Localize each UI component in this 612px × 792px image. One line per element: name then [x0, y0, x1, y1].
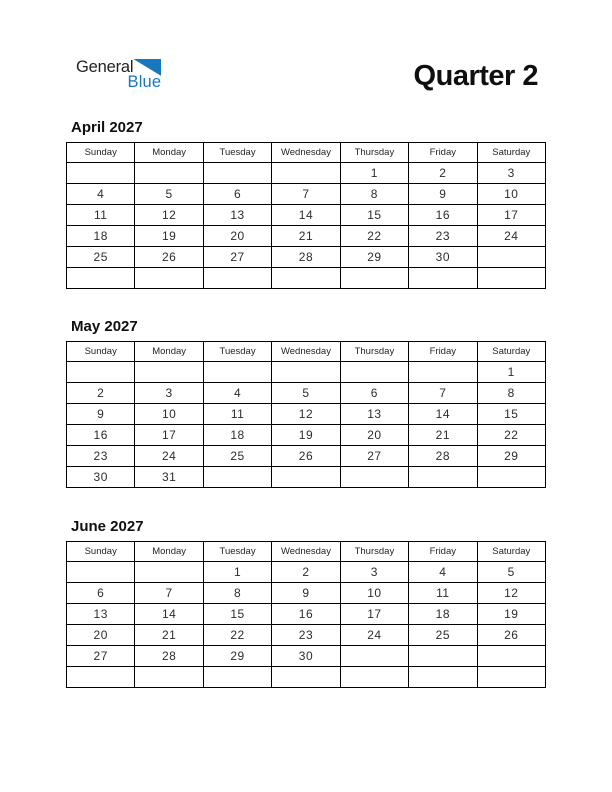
day-cell: 7	[272, 184, 340, 205]
weekday-header-tuesday: Tuesday	[203, 542, 271, 562]
day-cell: 6	[67, 583, 135, 604]
day-cell: 26	[135, 247, 203, 268]
empty-day-cell	[477, 646, 545, 667]
empty-day-cell	[272, 467, 340, 488]
weekday-header-row	[67, 342, 546, 362]
calendar-week-row	[67, 604, 546, 625]
empty-day-cell	[340, 467, 408, 488]
day-cell: 9	[67, 404, 135, 425]
empty-day-cell	[409, 467, 477, 488]
month-table-april	[66, 142, 546, 289]
day-cell: 27	[203, 247, 271, 268]
day-cell: 21	[409, 425, 477, 446]
empty-day-cell	[340, 667, 408, 688]
weekday-header-thursday: Thursday	[340, 143, 408, 163]
calendar-week-row	[67, 383, 546, 404]
weekday-header-saturday: Saturday	[477, 342, 545, 362]
day-cell: 4	[203, 383, 271, 404]
day-cell: 30	[409, 247, 477, 268]
day-cell: 7	[409, 383, 477, 404]
calendar-week-row	[67, 226, 546, 247]
weekday-header-wednesday: Wednesday	[272, 342, 340, 362]
day-cell: 11	[203, 404, 271, 425]
empty-day-cell	[272, 362, 340, 383]
empty-day-cell	[477, 467, 545, 488]
day-cell: 19	[135, 226, 203, 247]
day-cell: 24	[340, 625, 408, 646]
day-cell: 13	[340, 404, 408, 425]
day-cell: 16	[272, 604, 340, 625]
calendar-week-row	[67, 205, 546, 226]
calendar-week-row	[67, 562, 546, 583]
day-cell: 15	[340, 205, 408, 226]
day-cell: 10	[135, 404, 203, 425]
day-cell: 31	[135, 467, 203, 488]
weekday-header-sunday: Sunday	[67, 342, 135, 362]
day-cell: 8	[203, 583, 271, 604]
day-cell: 21	[135, 625, 203, 646]
weekday-header-monday: Monday	[135, 342, 203, 362]
empty-day-cell	[477, 268, 545, 289]
day-cell: 8	[477, 383, 545, 404]
page-title: Quarter 2	[413, 60, 538, 92]
day-cell: 30	[272, 646, 340, 667]
weekday-header-saturday: Saturday	[477, 143, 545, 163]
month-table-june	[66, 541, 546, 688]
day-cell: 10	[477, 184, 545, 205]
empty-day-cell	[409, 268, 477, 289]
empty-day-cell	[67, 667, 135, 688]
empty-day-cell	[340, 362, 408, 383]
day-cell: 16	[67, 425, 135, 446]
day-cell: 1	[340, 163, 408, 184]
weekday-header-monday: Monday	[135, 143, 203, 163]
empty-day-cell	[135, 163, 203, 184]
empty-day-cell	[135, 667, 203, 688]
day-cell: 25	[67, 247, 135, 268]
day-cell: 26	[477, 625, 545, 646]
weekday-header-saturday: Saturday	[477, 542, 545, 562]
logo-text-blue: Blue	[127, 73, 162, 91]
day-cell: 27	[340, 446, 408, 467]
weekday-header-friday: Friday	[409, 143, 477, 163]
day-cell: 18	[67, 226, 135, 247]
day-cell: 3	[477, 163, 545, 184]
day-cell: 12	[477, 583, 545, 604]
day-cell: 14	[272, 205, 340, 226]
day-cell: 15	[203, 604, 271, 625]
weekday-header-monday: Monday	[135, 542, 203, 562]
day-cell: 2	[272, 562, 340, 583]
empty-day-cell	[477, 667, 545, 688]
month-section-may	[66, 319, 547, 488]
weekday-header-wednesday: Wednesday	[272, 542, 340, 562]
day-cell: 23	[409, 226, 477, 247]
empty-day-cell	[203, 163, 271, 184]
empty-day-cell	[409, 362, 477, 383]
empty-day-cell	[272, 163, 340, 184]
day-cell: 7	[135, 583, 203, 604]
day-cell: 28	[135, 646, 203, 667]
day-cell: 20	[203, 226, 271, 247]
day-cell: 10	[340, 583, 408, 604]
empty-day-cell	[272, 268, 340, 289]
calendar-week-row	[67, 667, 546, 688]
weekday-header-sunday: Sunday	[67, 143, 135, 163]
weekday-header-tuesday: Tuesday	[203, 143, 271, 163]
day-cell: 18	[203, 425, 271, 446]
day-cell: 23	[67, 446, 135, 467]
general-blue-logo	[76, 58, 161, 92]
day-cell: 29	[477, 446, 545, 467]
calendar-week-row	[67, 446, 546, 467]
day-cell: 15	[477, 404, 545, 425]
day-cell: 19	[272, 425, 340, 446]
day-cell: 22	[340, 226, 408, 247]
calendar-week-row	[67, 646, 546, 667]
day-cell: 22	[477, 425, 545, 446]
day-cell: 29	[340, 247, 408, 268]
day-cell: 9	[409, 184, 477, 205]
day-cell: 17	[477, 205, 545, 226]
calendar-week-row	[67, 583, 546, 604]
weekday-header-thursday: Thursday	[340, 542, 408, 562]
day-cell: 25	[203, 446, 271, 467]
empty-day-cell	[67, 163, 135, 184]
calendar-week-row	[67, 184, 546, 205]
empty-day-cell	[340, 268, 408, 289]
empty-day-cell	[67, 268, 135, 289]
empty-day-cell	[340, 646, 408, 667]
calendar-week-row	[67, 362, 546, 383]
empty-day-cell	[477, 247, 545, 268]
day-cell: 24	[135, 446, 203, 467]
empty-day-cell	[272, 667, 340, 688]
day-cell: 5	[272, 383, 340, 404]
day-cell: 1	[203, 562, 271, 583]
day-cell: 14	[135, 604, 203, 625]
day-cell: 21	[272, 226, 340, 247]
day-cell: 16	[409, 205, 477, 226]
empty-day-cell	[135, 362, 203, 383]
day-cell: 30	[67, 467, 135, 488]
calendar-week-row	[67, 404, 546, 425]
day-cell: 8	[340, 184, 408, 205]
calendar-week-row	[67, 467, 546, 488]
weekday-header-row	[67, 342, 546, 362]
weekday-header-row	[67, 143, 546, 163]
month-title-june: June 2027	[71, 518, 144, 535]
day-cell: 11	[409, 583, 477, 604]
day-cell: 6	[340, 383, 408, 404]
day-cell: 27	[67, 646, 135, 667]
day-cell: 13	[67, 604, 135, 625]
day-cell: 4	[67, 184, 135, 205]
logo-bottom-row	[76, 74, 161, 92]
empty-day-cell	[67, 362, 135, 383]
month-title-may: May 2027	[71, 318, 138, 335]
weekday-header-row	[67, 143, 546, 163]
day-cell: 3	[135, 383, 203, 404]
empty-day-cell	[67, 562, 135, 583]
weekday-header-tuesday: Tuesday	[203, 342, 271, 362]
empty-day-cell	[409, 646, 477, 667]
day-cell: 20	[67, 625, 135, 646]
weekday-header-thursday: Thursday	[340, 342, 408, 362]
day-cell: 5	[135, 184, 203, 205]
day-cell: 17	[135, 425, 203, 446]
day-cell: 12	[272, 404, 340, 425]
calendar-week-row	[67, 268, 546, 289]
day-cell: 26	[272, 446, 340, 467]
month-table-may	[66, 341, 546, 488]
calendar-week-row	[67, 425, 546, 446]
day-cell: 28	[409, 446, 477, 467]
weekday-header-sunday: Sunday	[67, 542, 135, 562]
empty-day-cell	[203, 362, 271, 383]
empty-day-cell	[135, 268, 203, 289]
day-cell: 11	[67, 205, 135, 226]
month-body	[67, 362, 546, 488]
calendar-week-row	[67, 163, 546, 184]
calendar-week-row	[67, 247, 546, 268]
day-cell: 13	[203, 205, 271, 226]
day-cell: 2	[67, 383, 135, 404]
day-cell: 23	[272, 625, 340, 646]
day-cell: 3	[340, 562, 408, 583]
weekday-header-row	[67, 542, 546, 562]
day-cell: 12	[135, 205, 203, 226]
weekday-header-wednesday: Wednesday	[272, 143, 340, 163]
weekday-header-row	[67, 542, 546, 562]
month-section-april	[66, 120, 547, 289]
logo-text-general: General	[76, 58, 134, 76]
day-cell: 29	[203, 646, 271, 667]
month-body	[67, 163, 546, 289]
day-cell: 4	[409, 562, 477, 583]
month-section-june	[66, 519, 547, 688]
empty-day-cell	[203, 667, 271, 688]
empty-day-cell	[203, 467, 271, 488]
day-cell: 17	[340, 604, 408, 625]
day-cell: 6	[203, 184, 271, 205]
empty-day-cell	[203, 268, 271, 289]
day-cell: 20	[340, 425, 408, 446]
weekday-header-friday: Friday	[409, 342, 477, 362]
empty-day-cell	[135, 562, 203, 583]
day-cell: 24	[477, 226, 545, 247]
day-cell: 1	[477, 362, 545, 383]
day-cell: 19	[477, 604, 545, 625]
month-title-april: April 2027	[71, 119, 143, 136]
day-cell: 5	[477, 562, 545, 583]
month-body	[67, 562, 546, 688]
day-cell: 25	[409, 625, 477, 646]
calendar-week-row	[67, 625, 546, 646]
day-cell: 14	[409, 404, 477, 425]
day-cell: 9	[272, 583, 340, 604]
empty-day-cell	[409, 667, 477, 688]
day-cell: 2	[409, 163, 477, 184]
day-cell: 18	[409, 604, 477, 625]
weekday-header-friday: Friday	[409, 542, 477, 562]
day-cell: 22	[203, 625, 271, 646]
day-cell: 28	[272, 247, 340, 268]
